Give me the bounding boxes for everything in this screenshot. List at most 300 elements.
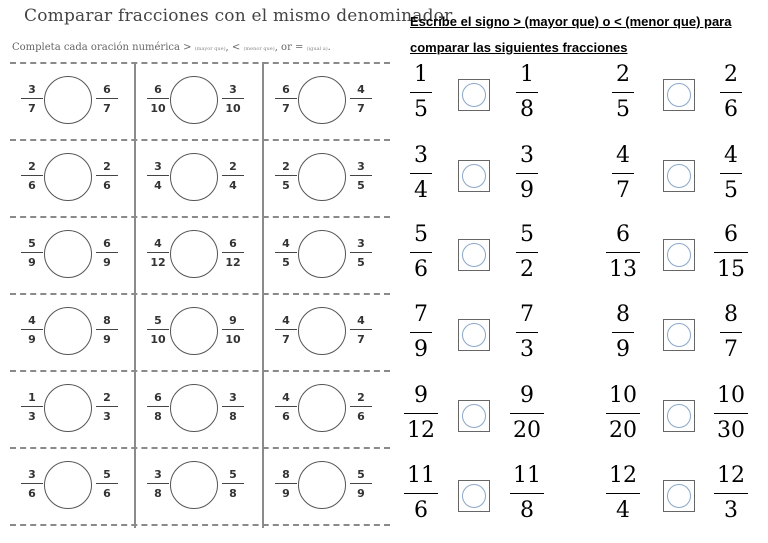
numerator: 4 [282, 237, 290, 250]
fraction-bar [410, 332, 432, 333]
fraction-bar [606, 252, 640, 253]
left-fraction [274, 159, 298, 193]
fraction-bar [606, 493, 640, 494]
denominator: 3 [520, 337, 534, 362]
comparison-cell [136, 372, 258, 446]
right-fraction [221, 159, 245, 193]
numerator: 4 [357, 83, 365, 96]
right-fraction [720, 62, 742, 123]
comparison-cell [264, 64, 386, 138]
fraction-bar [720, 92, 742, 93]
denominator: 6 [357, 410, 365, 423]
right-fraction [510, 463, 544, 524]
left-fraction [20, 313, 44, 347]
left-fraction [606, 463, 640, 524]
denominator: 9 [103, 333, 111, 346]
answer-circle [667, 164, 691, 188]
fraction-bar [96, 483, 118, 484]
left-fraction [410, 302, 432, 363]
left-fraction [404, 463, 438, 524]
denominator: 9 [28, 333, 36, 346]
fraction-bar [222, 329, 244, 330]
left-fraction [146, 236, 170, 270]
numerator: 4 [357, 314, 365, 327]
numerator: 4 [154, 237, 162, 250]
answer-oval[interactable] [170, 230, 218, 278]
denominator: 2 [520, 257, 534, 282]
fraction-bar [404, 413, 438, 414]
numerator: 1 [414, 62, 428, 87]
right-fraction [720, 302, 742, 363]
right-fraction [95, 467, 119, 501]
numerator: 5 [520, 222, 534, 247]
fraction-bar [410, 252, 432, 253]
fraction-bar [147, 329, 169, 330]
denominator: 4 [154, 179, 162, 192]
numerator: 6 [724, 222, 738, 247]
numerator: 12 [717, 463, 745, 488]
fraction-bar [350, 483, 372, 484]
fraction-bar [720, 332, 742, 333]
denominator: 12 [225, 256, 241, 269]
left-fraction [146, 159, 170, 193]
left-fraction [274, 467, 298, 501]
answer-circle [667, 404, 691, 428]
comparison-worksheet [390, 0, 768, 543]
numerator: 2 [229, 160, 237, 173]
numerator: 10 [717, 383, 745, 408]
answer-oval[interactable] [298, 230, 346, 278]
left-fraction [20, 467, 44, 501]
numerator: 5 [414, 222, 428, 247]
answer-circle [667, 83, 691, 107]
answer-box[interactable] [663, 480, 695, 512]
denominator: 12 [407, 418, 435, 443]
denominator: 10 [150, 333, 166, 346]
denominator: 8 [154, 487, 162, 500]
denominator: 7 [724, 337, 738, 362]
answer-box[interactable] [663, 79, 695, 111]
left-fraction [146, 313, 170, 347]
fraction-bar [222, 483, 244, 484]
numerator: 8 [103, 314, 111, 327]
fraction-bar [147, 406, 169, 407]
numerator: 5 [229, 468, 237, 481]
left-fraction [410, 222, 432, 283]
right-fraction [221, 390, 245, 424]
numerator: 8 [282, 468, 290, 481]
comparison-cell [10, 295, 132, 369]
answer-oval[interactable] [44, 153, 92, 201]
left-fraction [410, 143, 432, 204]
answer-oval[interactable] [44, 76, 92, 124]
fraction-bar [350, 175, 372, 176]
fraction-bar [21, 483, 43, 484]
numerator: 10 [609, 383, 637, 408]
right-fraction [221, 467, 245, 501]
right-fraction [95, 390, 119, 424]
denominator: 5 [414, 97, 428, 122]
fraction-bar [350, 329, 372, 330]
fraction-bar [510, 413, 544, 414]
left-fraction [410, 62, 432, 123]
comparison-cell [136, 64, 258, 138]
comparison-cell [264, 449, 386, 523]
answer-circle [462, 243, 486, 267]
right-fraction [349, 390, 373, 424]
left-fraction [612, 62, 634, 123]
denominator: 20 [609, 418, 637, 443]
denominator: 7 [357, 102, 365, 115]
answer-box[interactable] [458, 400, 490, 432]
denominator: 7 [282, 333, 290, 346]
comparison-cell [264, 372, 386, 446]
right-fraction [349, 236, 373, 270]
left-fraction [404, 383, 438, 444]
fraction-bar [720, 173, 742, 174]
denominator: 8 [520, 97, 534, 122]
fraction-bar [147, 252, 169, 253]
numerator: 4 [616, 143, 630, 168]
denominator: 6 [28, 179, 36, 192]
fraction-bar [350, 406, 372, 407]
left-fraction [20, 82, 44, 116]
answer-oval[interactable] [170, 76, 218, 124]
fraction-bar [96, 98, 118, 99]
answer-box[interactable] [663, 319, 695, 351]
right-fraction [349, 82, 373, 116]
answer-oval[interactable] [170, 153, 218, 201]
fraction-bar [222, 252, 244, 253]
left-fraction [20, 390, 44, 424]
numerator: 4 [282, 391, 290, 404]
numerator: 6 [154, 391, 162, 404]
denominator: 12 [150, 256, 166, 269]
right-fraction [349, 313, 373, 347]
answer-oval[interactable] [44, 461, 92, 509]
denominator: 9 [357, 487, 365, 500]
left-fraction [274, 236, 298, 270]
right-fraction [714, 383, 748, 444]
numerator: 5 [357, 468, 365, 481]
answer-circle [462, 404, 486, 428]
denominator: 5 [282, 179, 290, 192]
comparison-cell [10, 449, 132, 523]
numerator: 4 [28, 314, 36, 327]
fraction-bar [410, 173, 432, 174]
fraction-bar [147, 98, 169, 99]
numerator: 3 [357, 160, 365, 173]
fraction-bar [275, 406, 297, 407]
denominator: 9 [103, 256, 111, 269]
fraction-bar [275, 252, 297, 253]
denominator: 5 [616, 97, 630, 122]
answer-oval[interactable] [298, 461, 346, 509]
instructions-line-1: Escribe el signo > (mayor que) o < (menor que) para [410, 14, 732, 29]
left-fraction [274, 313, 298, 347]
denominator: 3 [28, 410, 36, 423]
numerator: 5 [154, 314, 162, 327]
denominator: 6 [103, 487, 111, 500]
denominator: 6 [103, 179, 111, 192]
answer-box[interactable] [458, 319, 490, 351]
comparison-cell [136, 141, 258, 215]
numerator: 6 [103, 237, 111, 250]
fraction-bar [516, 332, 538, 333]
numerator: 12 [609, 463, 637, 488]
right-fraction [349, 467, 373, 501]
numerator: 3 [28, 83, 36, 96]
numerator: 2 [103, 391, 111, 404]
denominator: 9 [520, 178, 534, 203]
comparison-cell [10, 64, 132, 138]
numerator: 6 [282, 83, 290, 96]
fraction-bar [612, 332, 634, 333]
fraction-bar [96, 329, 118, 330]
denominator: 6 [414, 257, 428, 282]
fraction-bar [510, 493, 544, 494]
fraction-bar [96, 406, 118, 407]
numerator: 5 [103, 468, 111, 481]
answer-box[interactable] [458, 239, 490, 271]
denominator: 7 [282, 102, 290, 115]
denominator: 3 [724, 498, 738, 523]
denominator: 8 [229, 410, 237, 423]
worksheet-title: Comparar fracciones con el mismo denominador [24, 6, 453, 26]
fraction-bar [410, 92, 432, 93]
left-fraction [612, 143, 634, 204]
fraction-bar [516, 252, 538, 253]
answer-circle [667, 484, 691, 508]
right-fraction [95, 82, 119, 116]
denominator: 7 [357, 333, 365, 346]
denominator: 4 [414, 178, 428, 203]
answer-box[interactable] [663, 400, 695, 432]
left-fraction [20, 159, 44, 193]
comparison-cell [136, 295, 258, 369]
answer-oval[interactable] [298, 153, 346, 201]
denominator: 8 [229, 487, 237, 500]
left-fraction [146, 390, 170, 424]
numerator: 2 [282, 160, 290, 173]
numerator: 6 [229, 237, 237, 250]
numerator: 8 [616, 302, 630, 327]
answer-circle [462, 484, 486, 508]
denominator: 30 [717, 418, 745, 443]
denominator: 4 [229, 179, 237, 192]
numerator: 9 [414, 383, 428, 408]
comparison-cell [136, 218, 258, 292]
right-fraction [349, 159, 373, 193]
numerator: 3 [154, 160, 162, 173]
right-fraction [714, 222, 748, 283]
answer-box[interactable] [458, 160, 490, 192]
numerator: 2 [28, 160, 36, 173]
right-fraction [95, 159, 119, 193]
answer-box[interactable] [663, 160, 695, 192]
denominator: 4 [616, 498, 630, 523]
left-fraction [606, 222, 640, 283]
fraction-bar [96, 175, 118, 176]
left-fraction [146, 467, 170, 501]
denominator: 7 [103, 102, 111, 115]
fraction-bar [275, 329, 297, 330]
numerator: 11 [513, 463, 541, 488]
fraction-bar [516, 173, 538, 174]
denominator: 8 [520, 498, 534, 523]
row-divider [10, 524, 390, 526]
denominator: 7 [616, 178, 630, 203]
numerator: 5 [28, 237, 36, 250]
answer-oval[interactable] [170, 307, 218, 355]
left-fraction [606, 383, 640, 444]
fraction-bar [147, 483, 169, 484]
comparison-grid [10, 62, 390, 528]
numerator: 6 [154, 83, 162, 96]
fraction-bar [147, 175, 169, 176]
right-fraction [95, 313, 119, 347]
right-fraction [221, 313, 245, 347]
fraction-bar [612, 173, 634, 174]
answer-oval[interactable] [298, 384, 346, 432]
fraction-bar [21, 175, 43, 176]
denominator: 9 [282, 487, 290, 500]
answer-circle [462, 164, 486, 188]
instructions-line-2: comparar las siguientes fracciones [410, 40, 628, 55]
numerator: 7 [520, 302, 534, 327]
fraction-bar [222, 406, 244, 407]
denominator: 9 [414, 337, 428, 362]
numerator: 2 [616, 62, 630, 87]
answer-box[interactable] [458, 79, 490, 111]
numerator: 9 [520, 383, 534, 408]
right-fraction [221, 82, 245, 116]
comparison-cell [10, 372, 132, 446]
numerator: 3 [357, 237, 365, 250]
answer-circle [462, 323, 486, 347]
left-fraction [146, 82, 170, 116]
fraction-bar [275, 483, 297, 484]
comparison-cell [10, 141, 132, 215]
numerator: 3 [520, 143, 534, 168]
answer-oval[interactable] [44, 384, 92, 432]
right-fraction [714, 463, 748, 524]
fraction-bar [350, 98, 372, 99]
fraction-bar [516, 92, 538, 93]
fraction-bar [404, 493, 438, 494]
denominator: 3 [103, 410, 111, 423]
fraction-bar [21, 98, 43, 99]
answer-circle [462, 83, 486, 107]
numerator: 1 [28, 391, 36, 404]
right-fraction [95, 236, 119, 270]
fraction-bar [714, 413, 748, 414]
numerator: 3 [229, 83, 237, 96]
numerator: 2 [103, 160, 111, 173]
numerator: 4 [282, 314, 290, 327]
comparison-cell [10, 218, 132, 292]
fraction-bar [21, 252, 43, 253]
answer-oval[interactable] [298, 307, 346, 355]
fraction-bar [350, 252, 372, 253]
denominator: 6 [724, 97, 738, 122]
fraction-bar [612, 92, 634, 93]
fraction-bar [222, 175, 244, 176]
answer-circle [667, 323, 691, 347]
denominator: 9 [616, 337, 630, 362]
right-fraction [720, 143, 742, 204]
denominator: 6 [28, 487, 36, 500]
fraction-bar [222, 98, 244, 99]
denominator: 15 [717, 257, 745, 282]
fraction-bar [21, 329, 43, 330]
numerator: 9 [229, 314, 237, 327]
denominator: 8 [154, 410, 162, 423]
numerator: 3 [414, 143, 428, 168]
fraction-bar [714, 252, 748, 253]
fraction-bar [714, 493, 748, 494]
denominator: 10 [150, 102, 166, 115]
numerator: 6 [103, 83, 111, 96]
answer-circle [667, 243, 691, 267]
answer-box[interactable] [458, 480, 490, 512]
denominator: 5 [357, 256, 365, 269]
numerator: 11 [407, 463, 435, 488]
answer-oval[interactable] [170, 461, 218, 509]
numerator: 2 [357, 391, 365, 404]
left-fraction [274, 390, 298, 424]
denominator: 5 [724, 178, 738, 203]
numerator: 8 [724, 302, 738, 327]
denominator: 6 [282, 410, 290, 423]
numerator: 4 [724, 143, 738, 168]
answer-oval[interactable] [170, 384, 218, 432]
fraction-bar [96, 252, 118, 253]
numerator: 6 [616, 222, 630, 247]
denominator: 5 [282, 256, 290, 269]
comparison-cell [264, 218, 386, 292]
denominator: 20 [513, 418, 541, 443]
denominator: 10 [225, 333, 241, 346]
answer-box[interactable] [663, 239, 695, 271]
denominator: 9 [28, 256, 36, 269]
numerator: 3 [229, 391, 237, 404]
numerator: 3 [28, 468, 36, 481]
answer-oval[interactable] [44, 230, 92, 278]
comparison-cell [264, 295, 386, 369]
right-fraction [516, 302, 538, 363]
right-fraction [510, 383, 544, 444]
denominator: 6 [414, 498, 428, 523]
answer-oval[interactable] [298, 76, 346, 124]
fraction-bar [606, 413, 640, 414]
left-fraction [274, 82, 298, 116]
left-fraction [612, 302, 634, 363]
denominator: 13 [609, 257, 637, 282]
comparison-cell [136, 449, 258, 523]
fraction-bar [275, 175, 297, 176]
denominator: 7 [28, 102, 36, 115]
numerator: 7 [414, 302, 428, 327]
answer-oval[interactable] [44, 307, 92, 355]
right-fraction [516, 222, 538, 283]
numerator: 3 [154, 468, 162, 481]
numerator: 2 [724, 62, 738, 87]
numerator: 1 [520, 62, 534, 87]
fraction-bar [21, 406, 43, 407]
denominator: 5 [357, 179, 365, 192]
left-fraction [20, 236, 44, 270]
